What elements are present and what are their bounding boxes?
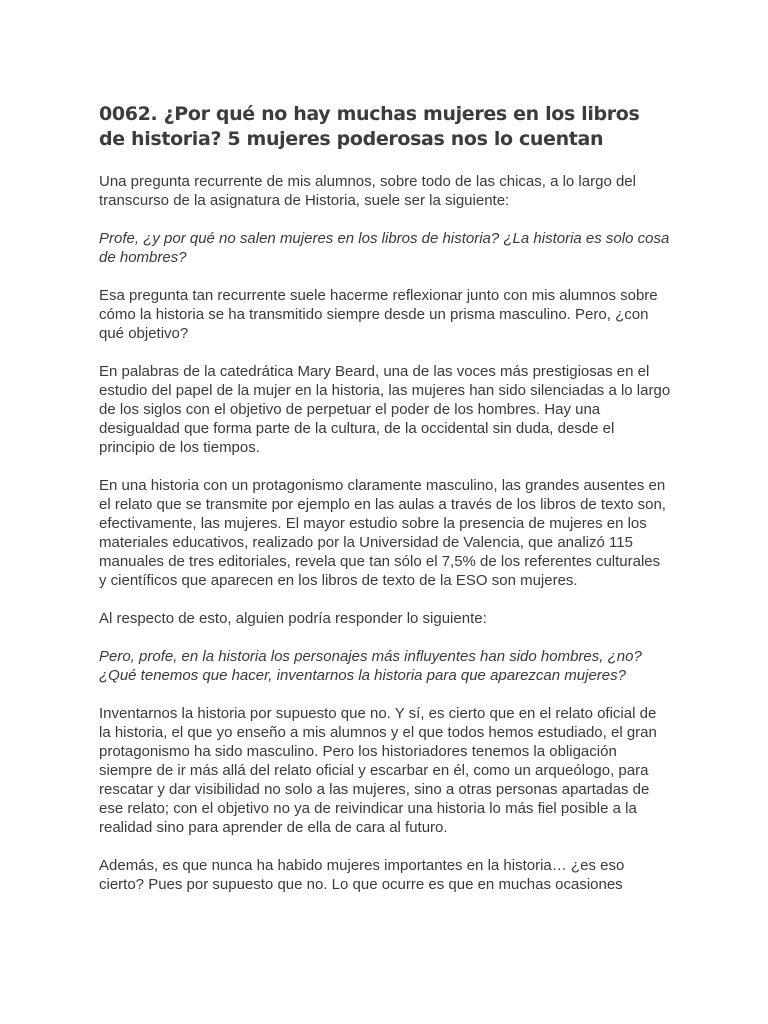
paragraph-objection: Pero, profe, en la historia los personajes más influyentes han sido hombres, ¿no? ¿Qué tenemos que hacer, inventarnos la historia para que aparezcan mujeres? [99,648,642,684]
paragraph-student-question: Profe, ¿y por qué no salen mujeres en los libros de historia? ¿La historia es solo cosa de hombres? [99,230,670,266]
paragraph-important-women: Además, es que nunca ha habido mujeres importantes en la historia… ¿es eso cierto? Pues por supuesto que no. Lo que ocurre es que en muchas ocasiones [99,857,625,893]
paragraph-answer: Inventarnos la historia por supuesto que no. Y sí, es cierto que en el relato oficial de la historia, el que yo enseño a mis alumnos y el que todos hemos estudiado, el gran protagonismo ha sido masculino. Pero los historiadores tenemos la obligación siempre de ir más allá del relato oficial y escarbar en él, como un arqueólogo, para rescatar y dar visibilidad no solo a las mujeres, sino a otras personas apartadas de ese relato; con el objetivo no ya de reivindicar una historia lo más fiel posible a la realidad sino para aprender de ella de cara al futuro. [99,705,657,836]
paragraph-reflection: Esa pregunta tan recurrente suele hacerme reflexionar junto con mis alumnos sobre cómo la historia se ha transmitido siempre desde un prisma masculino. Pero, ¿con qué objetivo? [99,287,658,342]
paragraph-intro: Una pregunta recurrente de mis alumnos, sobre todo de las chicas, a lo largo del transcurso de la asignatura de Historia, suele ser la siguiente: [99,173,636,209]
paragraph-mary-beard: En palabras de la catedrática Mary Beard, una de las voces más prestigiosas en el estudio del papel de la mujer en la historia, las mujeres han sido silenciadas a lo largo de los siglos con el objetivo de perpetuar el poder de los hombres. Hay una desigualdad que forma parte de la cultura, de la occidental sin duda, desde el principio de los tiempos. [99,363,671,456]
article-title: 0062. ¿Por qué no hay muchas mujeres en los libros de historia? 5 mujeres poderosas nos lo cuentan [99,103,640,150]
paragraph-response-intro: Al respecto de esto, alguien podría responder lo siguiente: [99,610,487,627]
article [99,102,671,894]
paragraph-study: En una historia con un protagonismo claramente masculino, las grandes ausentes en el relato que se transmite por ejemplo en las aulas a través de los libros de texto son, efectivamente, las mujeres. El mayor estudio sobre la presencia de mujeres en los materiales educativos, realizado por la Universidad de Valencia, que analizó 115 manuales de tres editoriales, revela que tan sólo el 7,5% de los referentes culturales y científicos que aparecen en los libros de texto de la ESO son mujeres. [99,477,666,589]
